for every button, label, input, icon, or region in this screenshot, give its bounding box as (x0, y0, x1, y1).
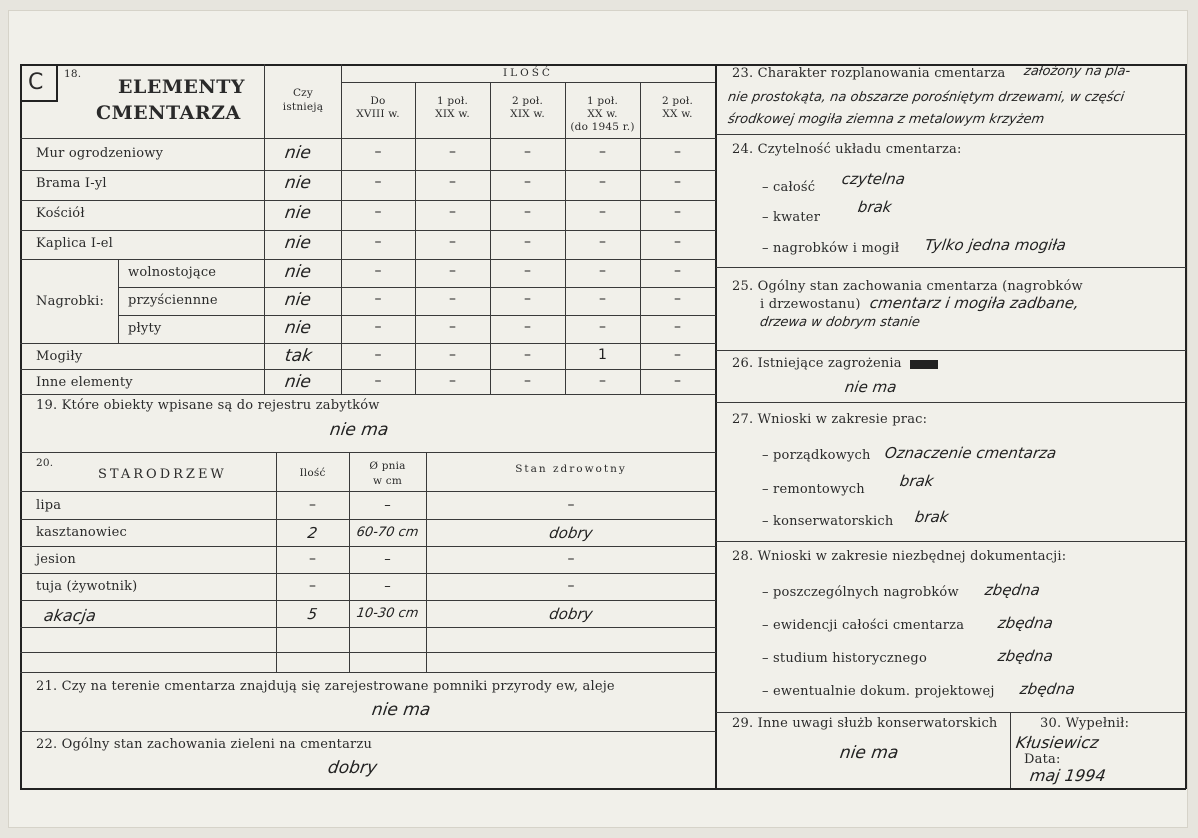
element-qty-value: – (674, 263, 681, 279)
s24-item-value: Tylko jedna mogiła (923, 236, 1068, 254)
qty-col-header-l2: XIX w. (510, 108, 545, 120)
element-row-label: Kościół (36, 206, 85, 221)
s20-header-line (20, 491, 716, 492)
element-exists-value: tak (283, 346, 314, 366)
s23-value-2: nie prostokąta, na obszarze porośniętym drzewami, w części (726, 90, 1126, 105)
tree-name: lipa (36, 498, 62, 513)
s22-label: 22. Ogólny stan zachowania zieleni na cmentarzu (36, 737, 373, 752)
col-exists-l2: istnieją (282, 101, 324, 113)
s27-bottom-line (716, 541, 1186, 542)
element-qty-value: – (599, 144, 606, 160)
s28-item-value: zbędna (996, 647, 1055, 665)
element-row-label: płyty (128, 321, 162, 336)
s23-bottom-line (716, 134, 1186, 135)
s21-value: nie ma (370, 700, 432, 720)
tree-qty: 5 (306, 605, 319, 623)
element-qty-value: – (674, 291, 681, 307)
s28-item-value: zbędna (983, 581, 1042, 599)
section-c-letter: C (28, 70, 44, 95)
element-qty-value: – (524, 144, 531, 160)
redaction-mark (910, 360, 938, 369)
col-exists-l1: Czy (292, 87, 314, 99)
tree-diameter: – (384, 552, 391, 567)
qty-col-header-l2: XX w. (587, 108, 618, 120)
element-row-line (20, 200, 716, 201)
qty-col-header-l2: XIX w. (435, 108, 470, 120)
s30-date-value: maj 1994 (1028, 766, 1107, 785)
s21-bottom-line (20, 731, 716, 732)
qty-col-header (415, 95, 490, 121)
s25-value-1: cmentarz i mogiła zadbane, (868, 294, 1081, 312)
element-qty-value: – (374, 291, 382, 307)
tree-row-line (20, 627, 716, 628)
s28-item-label: – studium historycznego (762, 651, 927, 666)
s18-title-line1: ELEMENTY (118, 76, 245, 98)
s19-value: nie ma (328, 420, 390, 440)
tree-name: akacja (42, 606, 98, 625)
element-row-label: Kaplica I-el (36, 236, 114, 251)
s20-title: STARODRZEW (98, 467, 227, 482)
element-row-label: przyściennne (128, 293, 218, 308)
s21-label: 21. Czy na terenie cmentarza znajdują się zarejestrowane pomniki przyrody ew, aleje (36, 679, 615, 694)
s20-diam-l2: w cm (373, 475, 402, 487)
element-qty-value: 1 (598, 347, 607, 363)
s20-qty-header: Ilość (299, 467, 326, 479)
tree-health: – (567, 578, 575, 594)
s29-label: 29. Inne uwagi służb konserwatorskich (732, 716, 998, 731)
s25-value-2: drzewa w dobrym stanie (758, 315, 921, 330)
tree-health: – (567, 551, 575, 567)
element-qty-value: – (599, 204, 606, 220)
element-qty-value: – (374, 234, 382, 250)
element-exists-value: nie (283, 203, 313, 223)
qty-col-header-l2: XVIII w. (356, 108, 400, 120)
element-row-label: Mogiły (36, 349, 83, 364)
tree-name: kasztanowiec (36, 525, 127, 540)
s24-label: 24. Czytelność układu cmentarza: (732, 142, 962, 157)
element-qty-value: – (374, 373, 382, 389)
tree-health: dobry (548, 524, 594, 542)
element-exists-value: nie (283, 262, 313, 282)
s30-date-label: Data: (1024, 752, 1061, 767)
s26-label: 26. Istniejące zagrożenia (732, 356, 902, 371)
s29-value: nie ma (838, 743, 900, 763)
s24-bottom-line (716, 267, 1186, 268)
element-qty-value: – (374, 174, 382, 190)
tree-row-line (20, 519, 716, 520)
element-exists-value: nie (283, 143, 313, 163)
tree-diameter: 60-70 cm (355, 525, 420, 540)
element-row-label: Mur ogrodzeniowy (36, 146, 164, 161)
nagrobki-label: Nagrobki: (36, 294, 105, 309)
element-exists-value: nie (283, 233, 313, 253)
element-qty-value: – (524, 373, 531, 389)
element-row-line (20, 230, 716, 231)
qty-header: ILOŚĆ (503, 67, 553, 79)
element-row-line (20, 259, 716, 260)
element-qty-value: – (449, 291, 456, 307)
s20-health-header: Stan zdrowotny (515, 463, 627, 475)
s25-label-1: 25. Ogólny stan zachowania cmentarza (nagrobków (732, 279, 1083, 294)
element-qty-value: – (449, 174, 456, 190)
s27-item-label: – konserwatorskich (762, 514, 894, 529)
element-row-line (118, 315, 716, 316)
element-row-line (118, 287, 716, 288)
element-qty-value: – (674, 347, 681, 363)
s24-item-value: czytelna (840, 170, 907, 188)
tree-diameter: 10-30 cm (355, 606, 420, 621)
s25-label-2: i drzewostanu) (760, 297, 861, 312)
s28-item-label: – poszczególnych nagrobków (762, 585, 959, 600)
s20-diam-l1: Ø pnia (369, 460, 406, 472)
frame-bottom (20, 788, 1186, 790)
element-qty-value: – (449, 373, 456, 389)
element-qty-value: – (674, 373, 681, 389)
element-qty-value: – (524, 174, 531, 190)
element-qty-value: – (524, 347, 531, 363)
element-qty-value: – (449, 234, 456, 250)
s27-item-value: Oznaczenie cmentarza (883, 444, 1058, 462)
s30-label: 30. Wypełnił: (1040, 716, 1130, 731)
element-qty-value: – (599, 319, 606, 335)
element-qty-value: – (374, 347, 382, 363)
s25-bottom-line (716, 350, 1186, 351)
s28-label: 28. Wnioski w zakresie niezbędnej dokumentacji: (732, 549, 1067, 564)
s26-value: nie ma (843, 378, 898, 396)
qty-col-header-l1: 1 poł. (436, 95, 468, 107)
element-row-label: Inne elementy (36, 375, 133, 390)
tree-qty: – (309, 578, 316, 594)
tree-health: – (567, 497, 575, 513)
s24-item-label: – nagrobków i mogił (762, 241, 900, 256)
s28-item-value: zbędna (996, 614, 1055, 632)
frame-right (1185, 64, 1187, 789)
qty-col-header-l1: Do (370, 95, 386, 107)
nagrobki-divider (118, 259, 119, 343)
element-row-line (20, 369, 716, 370)
element-qty-value: – (449, 263, 456, 279)
tree-row-line (20, 573, 716, 574)
tree-name: tuja (żywotnik) (36, 579, 138, 594)
qty-col-header (640, 95, 715, 121)
s24-item-label: – kwater (762, 210, 821, 225)
element-qty-value: – (599, 174, 606, 190)
qty-col-header-l2: XX w. (662, 108, 693, 120)
element-row-line (20, 343, 716, 344)
element-qty-value: – (374, 144, 382, 160)
s23-label: 23. Charakter rozplanowania cmentarza (732, 66, 1006, 81)
s26-bottom-line (716, 402, 1186, 403)
s28-item-label: – ewidencji całości cmentarza (762, 618, 965, 633)
element-row-line (20, 170, 716, 171)
frame-middle (715, 64, 717, 789)
element-qty-value: – (674, 174, 681, 190)
element-qty-value: – (674, 319, 681, 335)
element-qty-value: – (674, 234, 681, 250)
s27-label: 27. Wnioski w zakresie prac: (732, 412, 928, 427)
frame-top-left (20, 64, 716, 66)
s24-item-value: brak (856, 198, 893, 216)
element-row-label: wolnostojące (128, 265, 217, 280)
element-qty-value: – (374, 319, 382, 335)
element-qty-value: – (524, 291, 531, 307)
element-qty-value: – (449, 319, 456, 335)
s18-bottom-line (20, 394, 716, 395)
tree-row-line (20, 600, 716, 601)
element-exists-value: nie (283, 318, 313, 338)
qty-col-header (565, 95, 640, 134)
element-qty-value: – (599, 263, 606, 279)
s20-number: 20. (36, 457, 54, 469)
element-qty-value: – (449, 347, 456, 363)
s18-number: 18. (64, 68, 82, 80)
element-qty-value: – (524, 234, 531, 250)
header-bottom-line (20, 138, 716, 139)
element-qty-value: – (674, 204, 681, 220)
frame-left (20, 64, 22, 789)
s27-item-value: brak (913, 508, 950, 526)
tree-row-line (20, 652, 716, 653)
s30-signature: Kłusiewicz (1014, 733, 1100, 752)
element-qty-value: – (524, 319, 531, 335)
s28-item-label: – ewentualnie dokum. projektowej (762, 684, 995, 699)
qty-col-header-l1: 2 poł. (661, 95, 693, 107)
qty-col-header-l3: (do 1945 r.) (570, 121, 635, 133)
qty-col-header-l1: 2 poł. (511, 95, 543, 107)
element-qty-value: – (599, 373, 606, 389)
element-qty-value: – (449, 204, 456, 220)
s20-diam-header (349, 459, 426, 489)
element-exists-value: nie (283, 173, 313, 193)
s22-value: dobry (326, 758, 379, 778)
col-line-exists (264, 64, 265, 394)
tree-qty: – (309, 497, 316, 513)
s18-title-line2: CMENTARZA (96, 102, 241, 124)
element-exists-value: nie (283, 372, 313, 392)
s23-value-3: środkowej mogiła ziemna z metalowym krzyżem (726, 112, 1046, 127)
s20-bottom-line (20, 672, 716, 673)
tree-qty: – (309, 551, 316, 567)
tree-diameter: – (384, 579, 391, 594)
s27-item-label: – remontowych (762, 482, 865, 497)
tree-qty: 2 (306, 524, 319, 542)
element-qty-value: – (599, 291, 606, 307)
col-exists-header (268, 86, 338, 114)
tree-diameter: – (384, 498, 391, 513)
element-qty-value: – (524, 263, 531, 279)
s19-bottom-line (20, 452, 716, 453)
element-qty-value: – (524, 204, 531, 220)
element-qty-value: – (599, 234, 606, 250)
element-row-label: Brama I-yl (36, 176, 107, 191)
s23-value-1: założony na pla- (1022, 64, 1132, 79)
qty-col-header (490, 95, 565, 121)
tree-health: dobry (548, 605, 594, 623)
tree-name: jesion (36, 552, 76, 567)
s24-item-label: – całość (762, 180, 816, 195)
tree-row-line (20, 546, 716, 547)
s28-item-value: zbędna (1018, 680, 1077, 698)
s28-bottom-line (716, 712, 1186, 713)
element-qty-value: – (374, 263, 382, 279)
qty-col-header-l1: 1 poł. (586, 95, 618, 107)
qty-header-underline (341, 82, 715, 83)
s29-s30-divider (1010, 712, 1011, 788)
element-qty-value: – (449, 144, 456, 160)
s27-item-label: – porządkowych (762, 448, 871, 463)
element-qty-value: – (674, 144, 681, 160)
s27-item-value: brak (898, 472, 935, 490)
element-exists-value: nie (283, 290, 313, 310)
s19-label: 19. Które obiekty wpisane są do rejestru zabytków (36, 398, 380, 413)
element-qty-value: – (374, 204, 382, 220)
qty-col-header (341, 95, 415, 121)
